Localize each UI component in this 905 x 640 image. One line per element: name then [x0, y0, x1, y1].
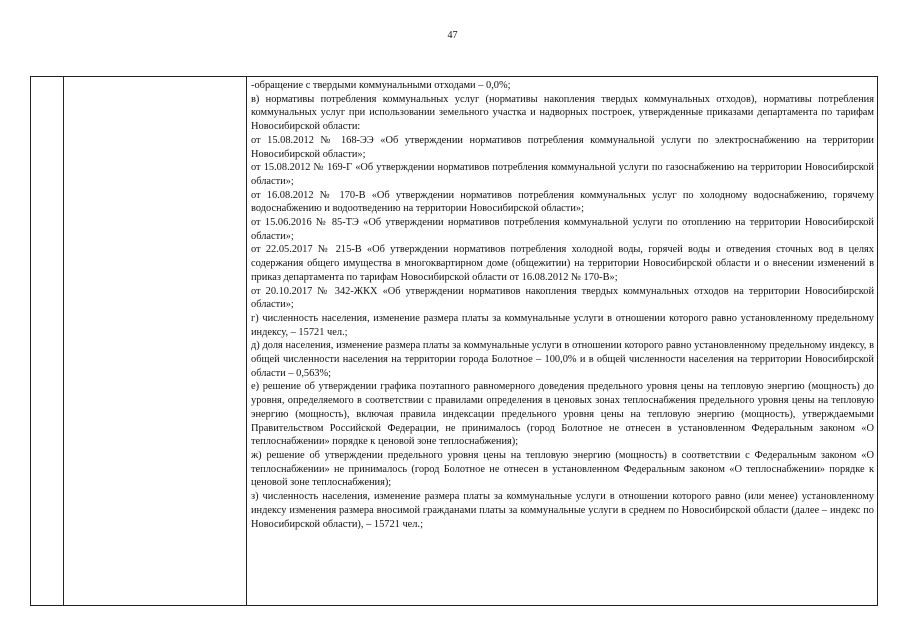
paragraph: от 15.08.2012 № 168-ЭЭ «Об утверждении нормативов потребления коммунальной услуги по электроснабжению на территории Новосибирской области»; — [251, 134, 874, 160]
table-cell-name — [64, 77, 247, 606]
paragraph: в) нормативы потребления коммунальных услуг (нормативы накопления твердых коммунальных отходов), нормативы потребления коммунальных услуг при использовании земельного участка и надворных построек, утвержденные приказами департамента по тарифам Новосибирской области: — [251, 93, 874, 133]
paragraph: от 15.08.2012 № 169-Г «Об утверждении нормативов потребления коммунальной услуги по газоснабжению на территории Новосибирской области»; — [251, 162, 874, 187]
paragraph: д) доля населения, изменение размера платы за коммунальные услуги в отношении которого равно установленному предельному индексу, в общей численности населения на территории города Болотное – 100,0% и в общей численности населения на территории Новосибирской области – 0,563%; — [251, 340, 874, 379]
document-table — [30, 76, 878, 606]
table-cell-content — [247, 77, 878, 606]
paragraph: е) решение об утверждении графика поэтапного равномерного доведения предельного уровня цены на тепловую энергию (мощность) до уровня, определяемого в соответствии с правилами определения в ценовых зонах теплоснабжения предельного уровня цены на тепловую энергию (мощность), включая правила индексации предельного уровня цены на тепловую энергию (мощность), утверждаемыми Правительством Российской Федерации, не принималось (город Болотное не отнесен в установленном Федеральным законом «О теплоснабжении» порядке к ценовой зоне теплоснабжения); — [251, 381, 874, 448]
table-cell-number — [31, 77, 64, 606]
paragraph: ж) решение об утверждении предельного уровня цены на тепловую энергию (мощность) в соответствии с Федеральным законом «О теплоснабжении» не принималось (город Болотное не отнесен в установленном Федеральным законом «О теплоснабжении» порядке к ценовой зоне теплоснабжения); — [251, 449, 874, 489]
paragraph: от 22.05.2017 № 215-В «Об утверждении нормативов потребления холодной воды, горячей воды и отведения сточных вод в целях содержания общего имущества в многоквартирном доме (общежитии) на территории Новосибирской области и о внесении изменений в приказ департамента по тарифам Новосибирской области от 16.08.2012 № 170-В»; — [251, 244, 874, 283]
paragraph: г) численность населения, изменение размера платы за коммунальные услуги в отношении которого равно установленному предельному индексу, – 15721 чел.; — [251, 312, 874, 338]
paragraph: -обращение с твердыми коммунальными отходами – 0,0%; — [251, 80, 511, 91]
page-number: 47 — [447, 30, 458, 41]
paragraph: от 20.10.2017 № 342-ЖКХ «Об утверждении нормативов накопления твердых коммунальных отходов на территории Новосибирской области»; — [251, 285, 874, 311]
table-row — [31, 77, 878, 606]
paragraph: от 15.06.2016 № 85-ТЭ «Об утверждении нормативов потребления коммунальной услуги по отоплению на территории Новосибирской области»; — [251, 217, 874, 242]
paragraph: от 16.08.2012 № 170-В «Об утверждении нормативов потребления коммунальных услуг по холодному водоснабжению, горячему водоснабжению и водоотведению на территории Новосибирской области»; — [251, 189, 874, 215]
paragraph: з) численность населения, изменение размера платы за коммунальные услуги в отношении которого равно (или менее) установленному индексу изменения размера вносимой гражданами платы за коммунальные услуги в среднем по Новосибирской области (далее – индекс по Новосибирской области), – 15721 чел.; — [251, 491, 874, 530]
